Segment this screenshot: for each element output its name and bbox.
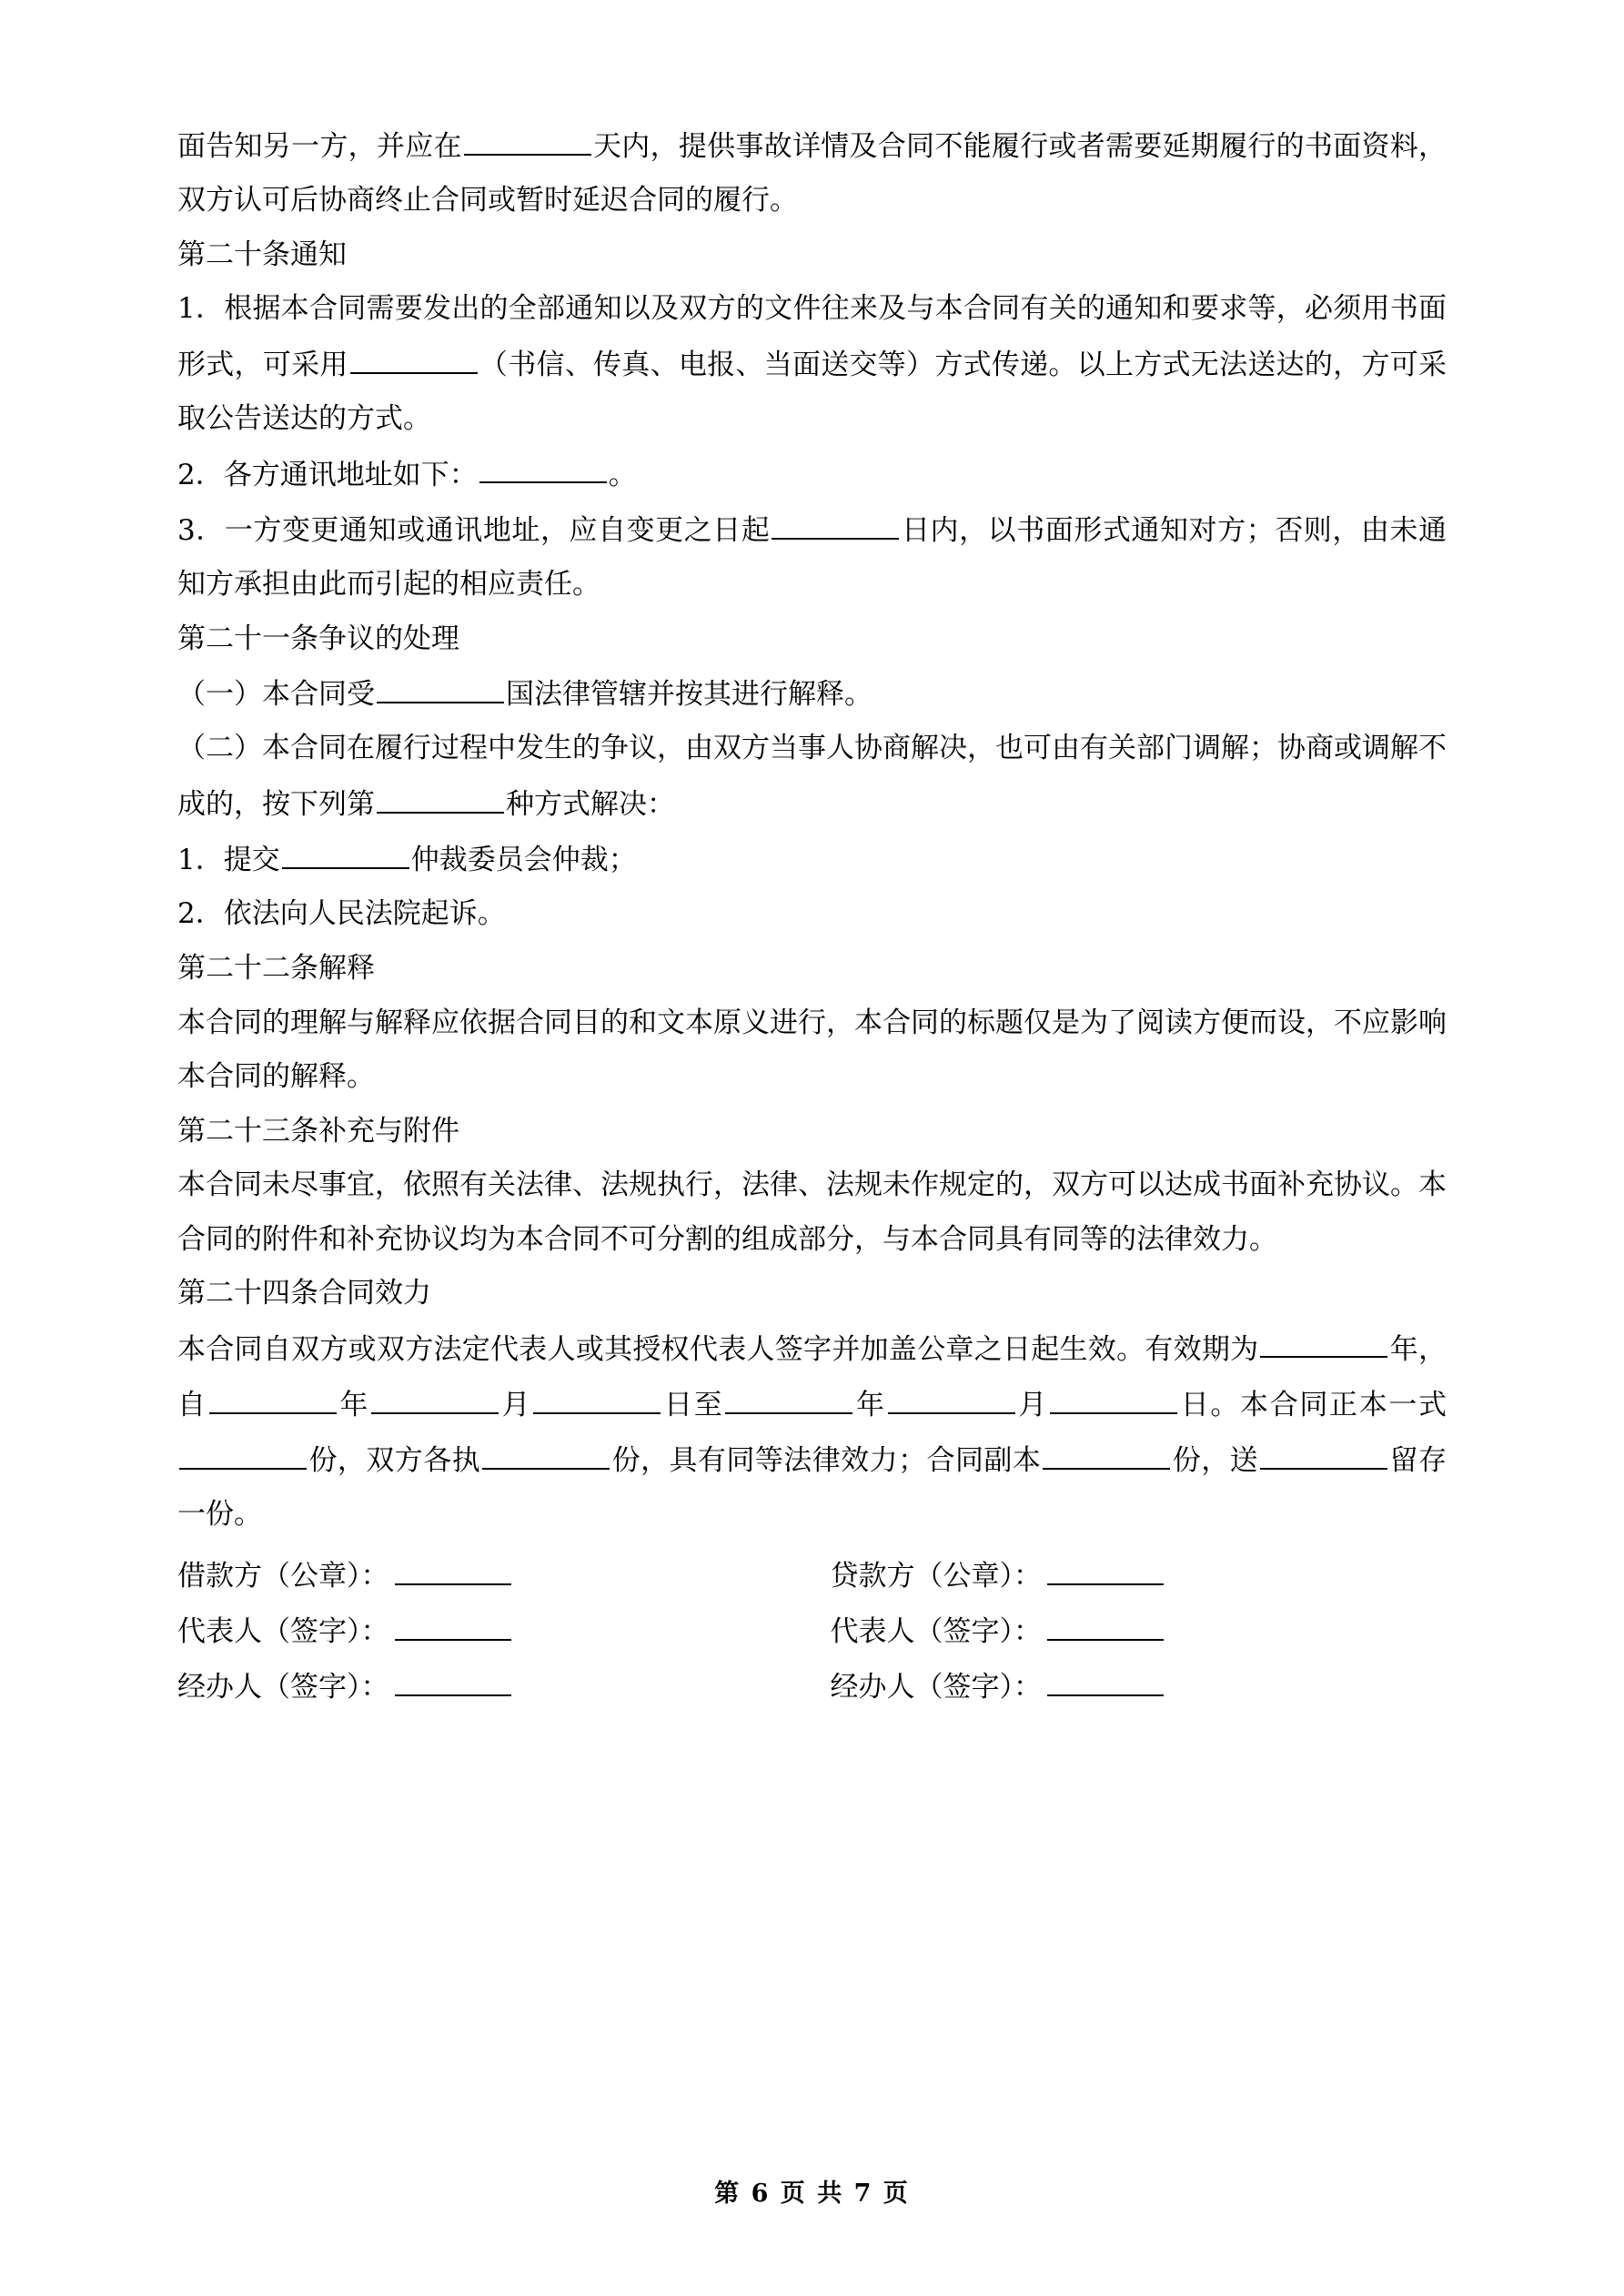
signature-label: 经办人（签字）：: [830, 1671, 1042, 1704]
fill-in-blank: [209, 1377, 337, 1414]
paragraph-text: 年: [854, 1388, 886, 1421]
paragraph: [177, 1158, 1447, 1267]
paragraph-text: 面告知另一方，并应在: [177, 129, 462, 163]
paragraph-text: 国法律管辖并按其进行解释。: [506, 677, 873, 711]
signature-line: [395, 1659, 511, 1696]
document-body: [177, 118, 1447, 1542]
signature-block: [177, 1548, 1447, 1715]
paragraph-text: 本合同未尽事宜，依照有关法律、法规执行，法律、法规未作规定的，双方可以达成书面补充协议。本合同的附件和补充协议均为本合同不可分割的组成部分，与本合同具有同等的法律效力。: [177, 1168, 1447, 1256]
paragraph-text: 份，具有同等法律效力；合同副本: [611, 1443, 1042, 1477]
signature-label: 经办人（签字）：: [177, 1671, 389, 1704]
fill-in-blank: [282, 832, 409, 869]
signature-line: [1047, 1659, 1164, 1696]
signature-label: 贷款方（公章）：: [830, 1559, 1042, 1593]
paragraph: [177, 832, 1447, 887]
signature-left: [177, 1548, 812, 1603]
signature-line: [395, 1548, 511, 1585]
paragraph-text: 第二十一条争议的处理: [177, 622, 459, 655]
signature-label: 借款方（公章）：: [177, 1559, 389, 1593]
paragraph-text: 第二十二条解释: [177, 951, 375, 985]
paragraph-text: （一）本合同受: [177, 677, 375, 711]
paragraph-text: 第二十三条补充与附件: [177, 1114, 459, 1148]
paragraph-text: 仲裁委员会仲裁；: [410, 843, 637, 876]
fill-in-blank: [479, 447, 607, 484]
fill-in-blank: [1260, 1321, 1387, 1359]
paragraph: [177, 502, 1447, 612]
signature-left: [177, 1659, 812, 1714]
paragraph-text: 年: [338, 1388, 370, 1421]
paragraph: [177, 666, 1447, 722]
paragraph-text: 1．提交: [177, 843, 280, 876]
paragraph-text: （书信、传真、电报、当面送交等）方式传递。以上方式无法送达的，方可采取公告送达的方式。: [177, 348, 1447, 436]
paragraph-text: 日至: [662, 1388, 724, 1421]
signature-left: [177, 1603, 812, 1659]
paragraph: [177, 1105, 1447, 1159]
paragraph-text: 第二十四条合同效力: [177, 1277, 431, 1310]
fill-in-blank: [772, 502, 899, 540]
paragraph: [177, 228, 1447, 283]
paragraph-text: 2．依法向人民法院起诉。: [177, 897, 506, 931]
fill-in-blank: [1050, 1377, 1177, 1414]
paragraph-text: 1．根据本合同需要发出的全部通知以及双方的文件往来及与本合同有关的通知和要求等，必须用书面形式，可采用: [177, 292, 1447, 381]
signature-right: [812, 1659, 1447, 1714]
signature-row: [177, 1603, 1447, 1659]
signature-line: [1047, 1603, 1164, 1641]
paragraph-text: 3．一方变更通知或通讯地址，应自变更之日起: [177, 513, 771, 547]
fill-in-blank: [1043, 1432, 1170, 1470]
fill-in-blank: [1260, 1432, 1387, 1470]
paragraph-text: 本合同自双方或双方法定代表人或其授权代表人签字并加盖公章之日起生效。有效期为: [177, 1332, 1259, 1366]
fill-in-blank: [464, 118, 591, 156]
signature-line: [1047, 1548, 1164, 1585]
page-footer: 第 6 页 共 7 页: [714, 2180, 910, 2208]
paragraph-text: 2．各方通讯地址如下：: [177, 458, 478, 491]
paragraph: [177, 282, 1447, 446]
signature-line: [395, 1603, 511, 1641]
paragraph-text: 天内，提供事故详情及合同不能履行或者需要延期履行的书面资料，双方认可后协商终止合同或暂时延迟合同的履行。: [177, 129, 1447, 217]
fill-in-blank: [725, 1377, 852, 1414]
paragraph: [177, 118, 1447, 228]
paragraph-text: 份，送: [1172, 1443, 1259, 1477]
fill-in-blank: [350, 337, 478, 374]
paragraph-text: （二）本合同在履行过程中发生的争议，由双方当事人协商解决，也可由有关部门调解；协商或调解不成的，按下列第: [177, 732, 1447, 821]
paragraph: [177, 1321, 1447, 1542]
fill-in-blank: [482, 1432, 610, 1470]
signature-right: [812, 1603, 1447, 1659]
signature-row: [177, 1548, 1447, 1603]
paragraph-text: 留存一份。: [177, 1443, 1447, 1532]
paragraph: [177, 942, 1447, 996]
signature-label: 代表人（签字）：: [177, 1614, 389, 1648]
paragraph: [177, 447, 1447, 502]
paragraph-text: 月: [1016, 1388, 1049, 1421]
paragraph-text: 份，双方各执: [308, 1443, 481, 1477]
paragraph: [177, 612, 1447, 667]
paragraph-text: 年，自: [177, 1332, 1447, 1421]
signature-label: 代表人（签字）：: [830, 1614, 1042, 1648]
paragraph: [177, 722, 1447, 832]
signature-row: [177, 1659, 1447, 1714]
paragraph-text: 种方式解决：: [506, 787, 675, 821]
paragraph-text: 。: [608, 458, 637, 491]
signature-right: [812, 1548, 1447, 1603]
fill-in-blank: [371, 1377, 499, 1414]
paragraph-text: 本合同的理解与解释应依据合同目的和文本原义进行，本合同的标题仅是为了阅读方便而设，不应影响本合同的解释。: [177, 1006, 1447, 1094]
paragraph: [177, 1267, 1447, 1321]
fill-in-blank: [533, 1377, 661, 1414]
paragraph: [177, 887, 1447, 942]
fill-in-blank: [888, 1377, 1015, 1414]
paragraph-text: 日。本合同正本一式: [1179, 1388, 1447, 1421]
fill-in-blank: [377, 666, 504, 703]
paragraph: [177, 996, 1447, 1105]
fill-in-blank: [179, 1432, 307, 1470]
paragraph-text: 月: [500, 1388, 532, 1421]
paragraph-text: 第二十条通知: [177, 238, 347, 271]
paragraph-text: 日内，以书面形式通知对方；否则，由未通知方承担由此而引起的相应责任。: [177, 513, 1447, 602]
fill-in-blank: [377, 776, 504, 814]
